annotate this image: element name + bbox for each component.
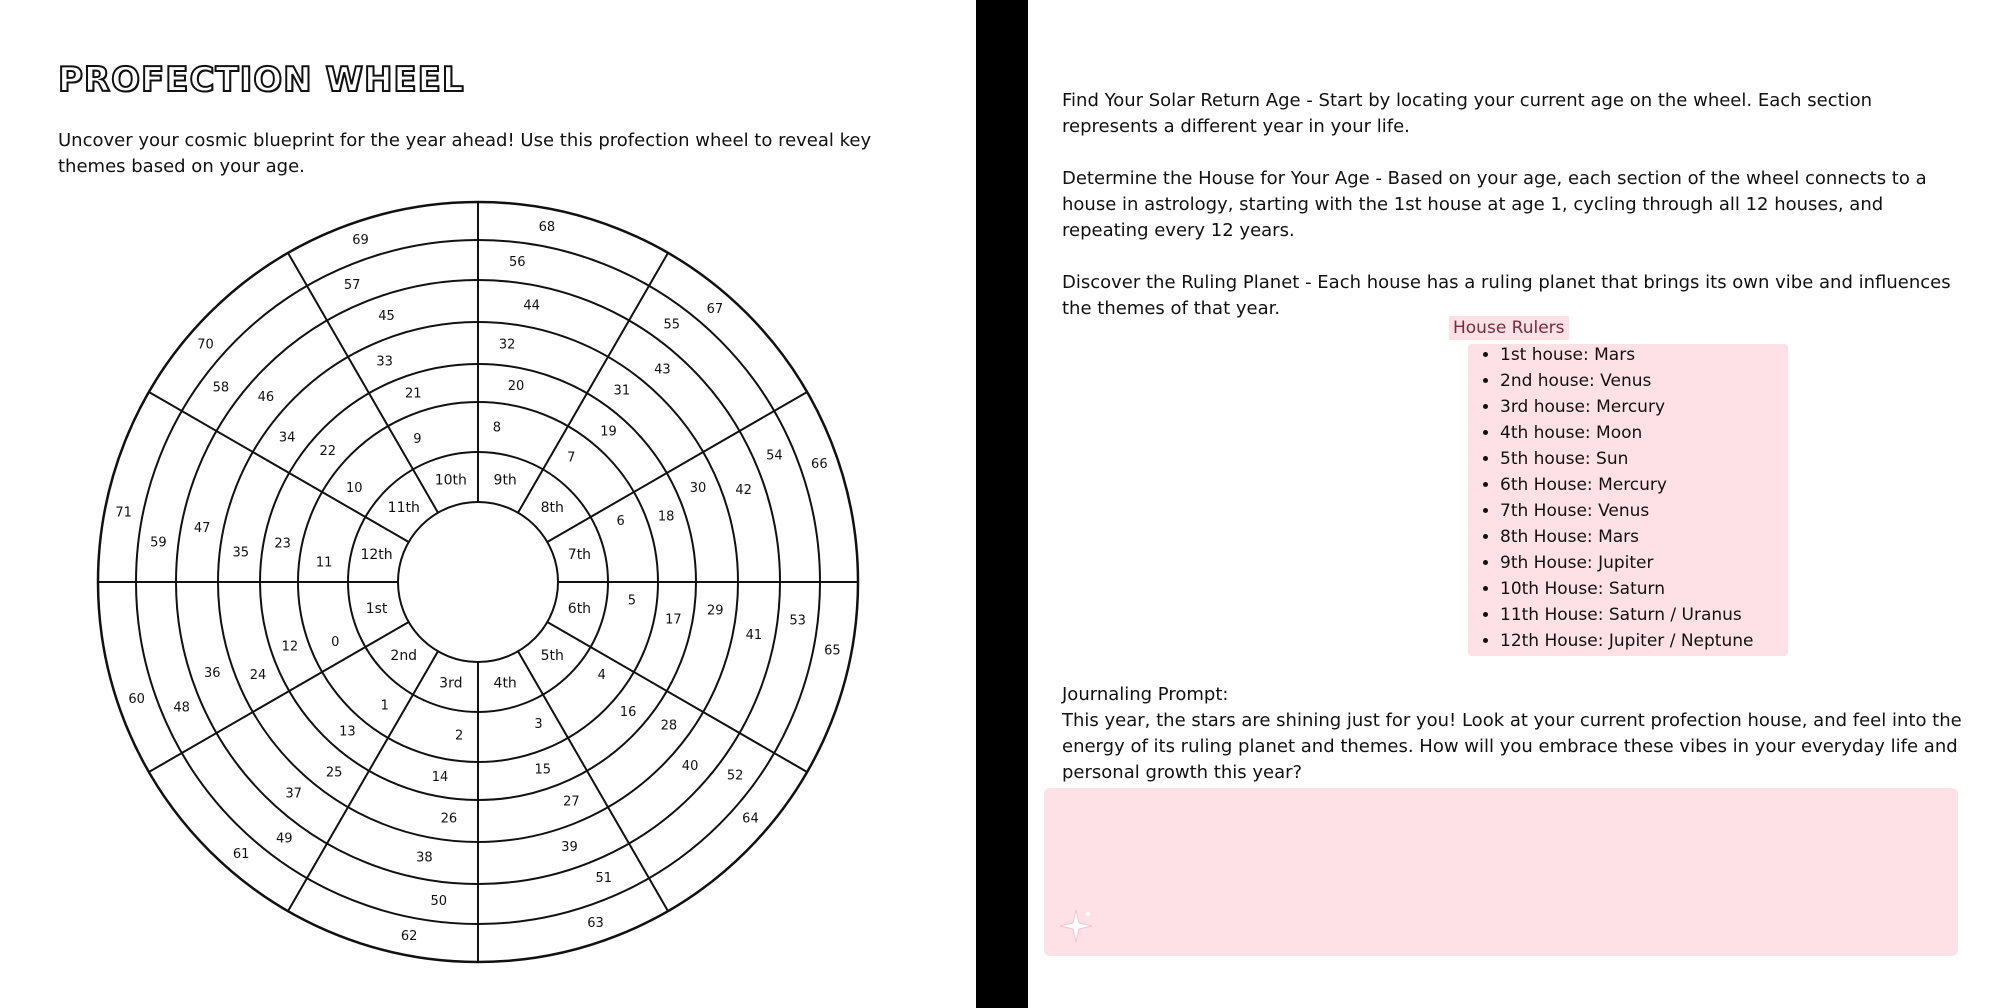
house-label: 7th — [567, 546, 592, 563]
age-label: 57 — [343, 278, 361, 294]
age-label: 50 — [430, 894, 448, 910]
age-label: 56 — [508, 254, 526, 270]
age-label: 60 — [128, 692, 145, 708]
age-label: 28 — [660, 718, 678, 734]
age-label: 55 — [663, 317, 681, 333]
list-item: • 8th House: Mars — [1500, 524, 1753, 550]
age-label: 45 — [378, 308, 395, 324]
wheel-spoke — [518, 469, 543, 512]
intro-text: Uncover your cosmic blueprint for the year ahead! Use this profection wheel to reveal key themes based on your age. — [58, 130, 872, 177]
age-label: 29 — [706, 603, 724, 619]
age-label: 17 — [665, 612, 682, 628]
age-label: 13 — [339, 724, 356, 740]
age-label: 6 — [616, 513, 625, 529]
wheel-spoke — [365, 517, 408, 542]
age-label: 54 — [766, 448, 783, 464]
age-label: 19 — [600, 424, 617, 440]
age-label: 59 — [150, 535, 167, 551]
journal-prompt: This year, the stars are shining just for you! Look at your current profection house, and feel into the energy of its ruling planet and themes. How will you embrace these vibes in your everyday life and personal growth this year? — [1062, 710, 1962, 783]
page-divider — [976, 0, 1028, 1008]
age-label: 70 — [197, 337, 214, 353]
wheel-spoke — [518, 651, 543, 694]
age-label: 68 — [538, 220, 556, 236]
age-label: 53 — [789, 613, 806, 629]
age-label: 58 — [212, 380, 230, 396]
age-label: 9 — [413, 431, 422, 447]
age-label: 10 — [345, 481, 363, 497]
list-item: • 5th house: Sun — [1500, 446, 1753, 472]
age-label: 26 — [440, 811, 458, 827]
house-label: 9th — [493, 472, 517, 489]
wheel-spoke — [547, 517, 590, 542]
list-item: • 11th House: Saturn / Uranus — [1500, 602, 1753, 628]
list-item: • 4th house: Moon — [1500, 420, 1753, 446]
list-item: • 3rd house: Mercury — [1500, 394, 1753, 420]
age-label: 0 — [331, 635, 340, 651]
step-solar-return-age: Find Your Solar Return Age - Start by locating your current age on the wheel. Each section represents a different year in your life. — [1062, 90, 1873, 137]
age-label: 3 — [534, 717, 543, 733]
list-item: • 6th House: Mercury — [1500, 472, 1753, 498]
profection-wheel — [88, 194, 868, 974]
list-item: • 2nd house: Venus — [1500, 368, 1753, 394]
house-label: 2nd — [390, 648, 418, 665]
age-label: 1 — [380, 698, 389, 714]
age-label: 44 — [523, 298, 540, 314]
house-label: 3rd — [439, 675, 463, 692]
house-rulers-label: House Rulers — [1449, 316, 1569, 340]
house-label: 4th — [493, 675, 517, 692]
age-label: 21 — [404, 386, 422, 402]
age-label: 33 — [376, 354, 393, 370]
house-label: 1st — [365, 601, 388, 618]
age-label: 49 — [275, 831, 293, 847]
wheel-ring — [398, 502, 558, 662]
age-label: 23 — [274, 536, 291, 552]
list-item: • 7th House: Venus — [1500, 498, 1753, 524]
house-label: 6th — [567, 601, 592, 618]
age-label: 42 — [735, 483, 752, 499]
age-label: 34 — [278, 430, 296, 446]
age-label: 4 — [597, 667, 606, 683]
age-label: 47 — [193, 520, 211, 536]
age-label: 12 — [281, 639, 299, 655]
age-label: 8 — [492, 420, 502, 436]
age-label: 46 — [257, 390, 275, 406]
age-label: 5 — [627, 593, 636, 609]
age-label: 63 — [587, 915, 604, 931]
house-label: 10th — [434, 472, 467, 489]
age-label: 31 — [613, 383, 631, 399]
step-determine-house: Determine the House for Your Age - Based on your age, each section of the wheel connects to a house in astrology, starting with the 1st house at age 1, cycling through all 12 houses, and repeating every 12 years. — [1062, 168, 1927, 241]
age-label: 61 — [232, 846, 250, 862]
age-label: 36 — [204, 665, 221, 681]
age-label: 41 — [745, 628, 763, 644]
left-page — [0, 0, 976, 1008]
age-label: 2 — [454, 728, 464, 744]
age-label: 66 — [811, 456, 828, 472]
age-label: 51 — [595, 870, 613, 886]
age-label: 18 — [657, 509, 675, 525]
house-label: 5th — [540, 648, 564, 665]
age-label: 38 — [416, 850, 433, 866]
house-label: 8th — [540, 499, 564, 516]
age-label: 69 — [352, 233, 369, 249]
page-title: PROFECTION WHEEL — [58, 60, 465, 100]
age-label: 11 — [315, 555, 333, 571]
age-label: 37 — [285, 786, 302, 802]
age-label: 14 — [431, 769, 449, 785]
age-label: 40 — [681, 758, 699, 774]
age-label: 20 — [507, 379, 525, 395]
age-label: 71 — [115, 505, 132, 521]
age-label: 52 — [726, 768, 744, 784]
age-label: 24 — [249, 667, 267, 683]
list-item: • 9th House: Jupiter — [1500, 550, 1753, 576]
age-label: 27 — [563, 794, 580, 810]
right-page — [1028, 0, 2000, 1008]
house-label: 11th — [387, 499, 420, 516]
age-label: 30 — [689, 481, 707, 497]
list-item: • 1st house: Mars — [1500, 342, 1753, 368]
age-label: 64 — [742, 811, 759, 827]
age-label: 16 — [619, 705, 637, 721]
age-label: 62 — [400, 928, 418, 944]
age-label: 39 — [561, 840, 578, 856]
journal-input[interactable] — [1044, 788, 1958, 956]
house-label: 12th — [360, 546, 393, 563]
list-item: • 12th House: Jupiter / Neptune — [1500, 628, 1753, 654]
journal-label: Journaling Prompt: — [1062, 684, 1229, 705]
age-label: 7 — [567, 450, 576, 466]
age-label: 35 — [232, 545, 250, 561]
wheel-spoke — [547, 622, 590, 647]
house-rulers-list — [1478, 342, 1753, 654]
age-label: 25 — [325, 765, 343, 781]
age-label: 15 — [534, 762, 552, 778]
wheel-spoke — [365, 622, 408, 647]
sparkle-icon — [1058, 908, 1094, 944]
age-label: 65 — [824, 643, 841, 659]
age-label: 43 — [654, 362, 671, 378]
age-label: 22 — [319, 443, 337, 459]
age-label: 48 — [173, 700, 190, 716]
age-label: 67 — [706, 302, 724, 318]
step-ruling-planet: Discover the Ruling Planet - Each house has a ruling planet that brings its own vibe and influences the themes of that year. — [1062, 272, 1951, 319]
age-label: 32 — [498, 337, 516, 353]
list-item: • 10th House: Saturn — [1500, 576, 1753, 602]
